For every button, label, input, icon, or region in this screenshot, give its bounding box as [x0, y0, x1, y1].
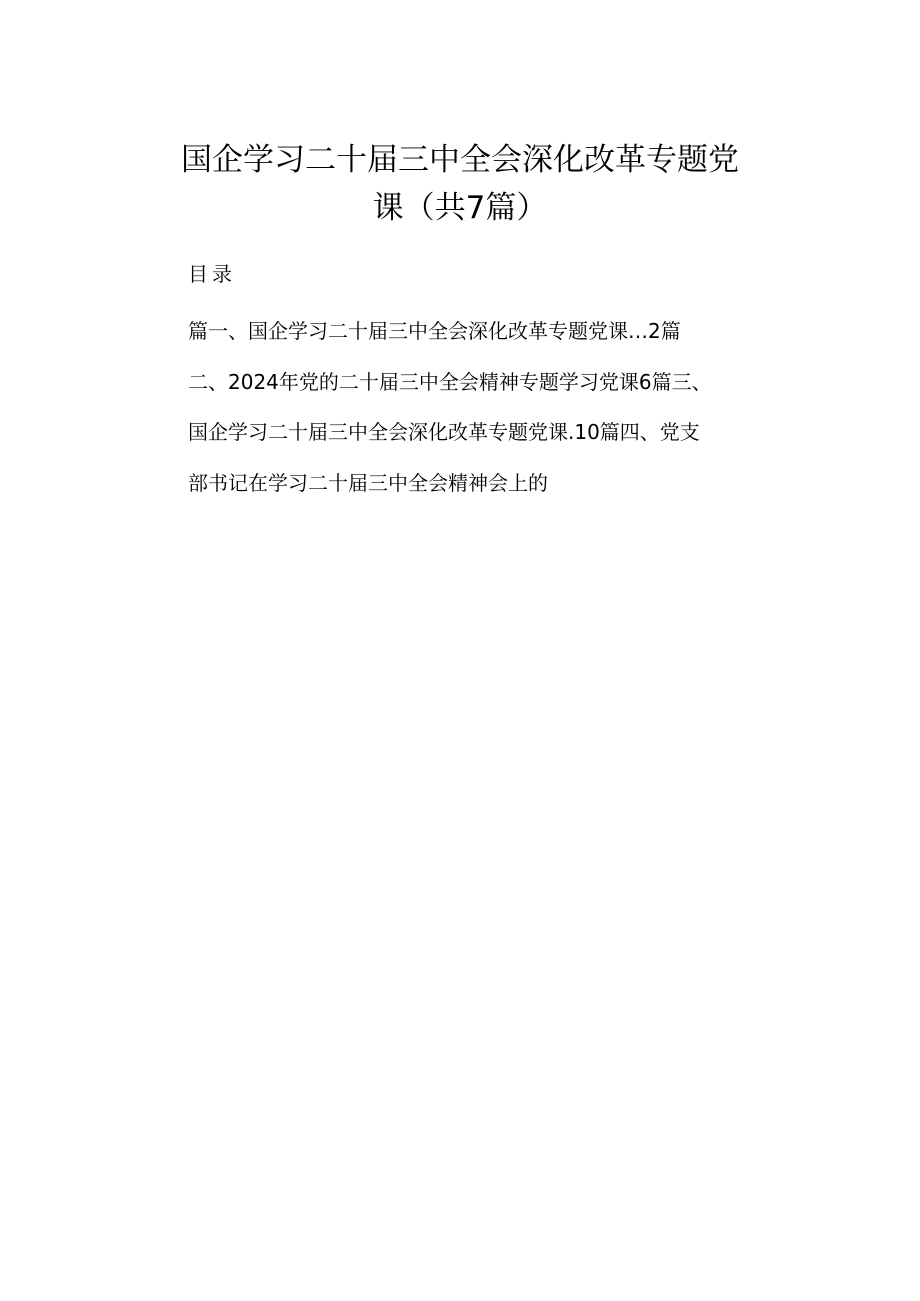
toc-line: 篇一、国企学习二十届三中全会深化改革专题党课…2篇	[188, 319, 681, 343]
table-of-contents	[188, 306, 788, 508]
page-title	[150, 136, 770, 232]
toc-line: 部书记在学习二十届三中全会精神会上的	[188, 470, 548, 495]
title-line-2: 课（共7篇）	[372, 190, 548, 226]
toc-line: 国企学习二十届三中全会深化改革专题党课.10篇四、党支	[188, 420, 700, 444]
toc-line: 二、2024年党的二十届三中全会精神专题学习党课6篇三、	[188, 369, 712, 394]
title-line-1: 国企学习二十届三中全会深化改革专题党	[181, 142, 739, 178]
toc-heading: 目录	[188, 262, 236, 286]
